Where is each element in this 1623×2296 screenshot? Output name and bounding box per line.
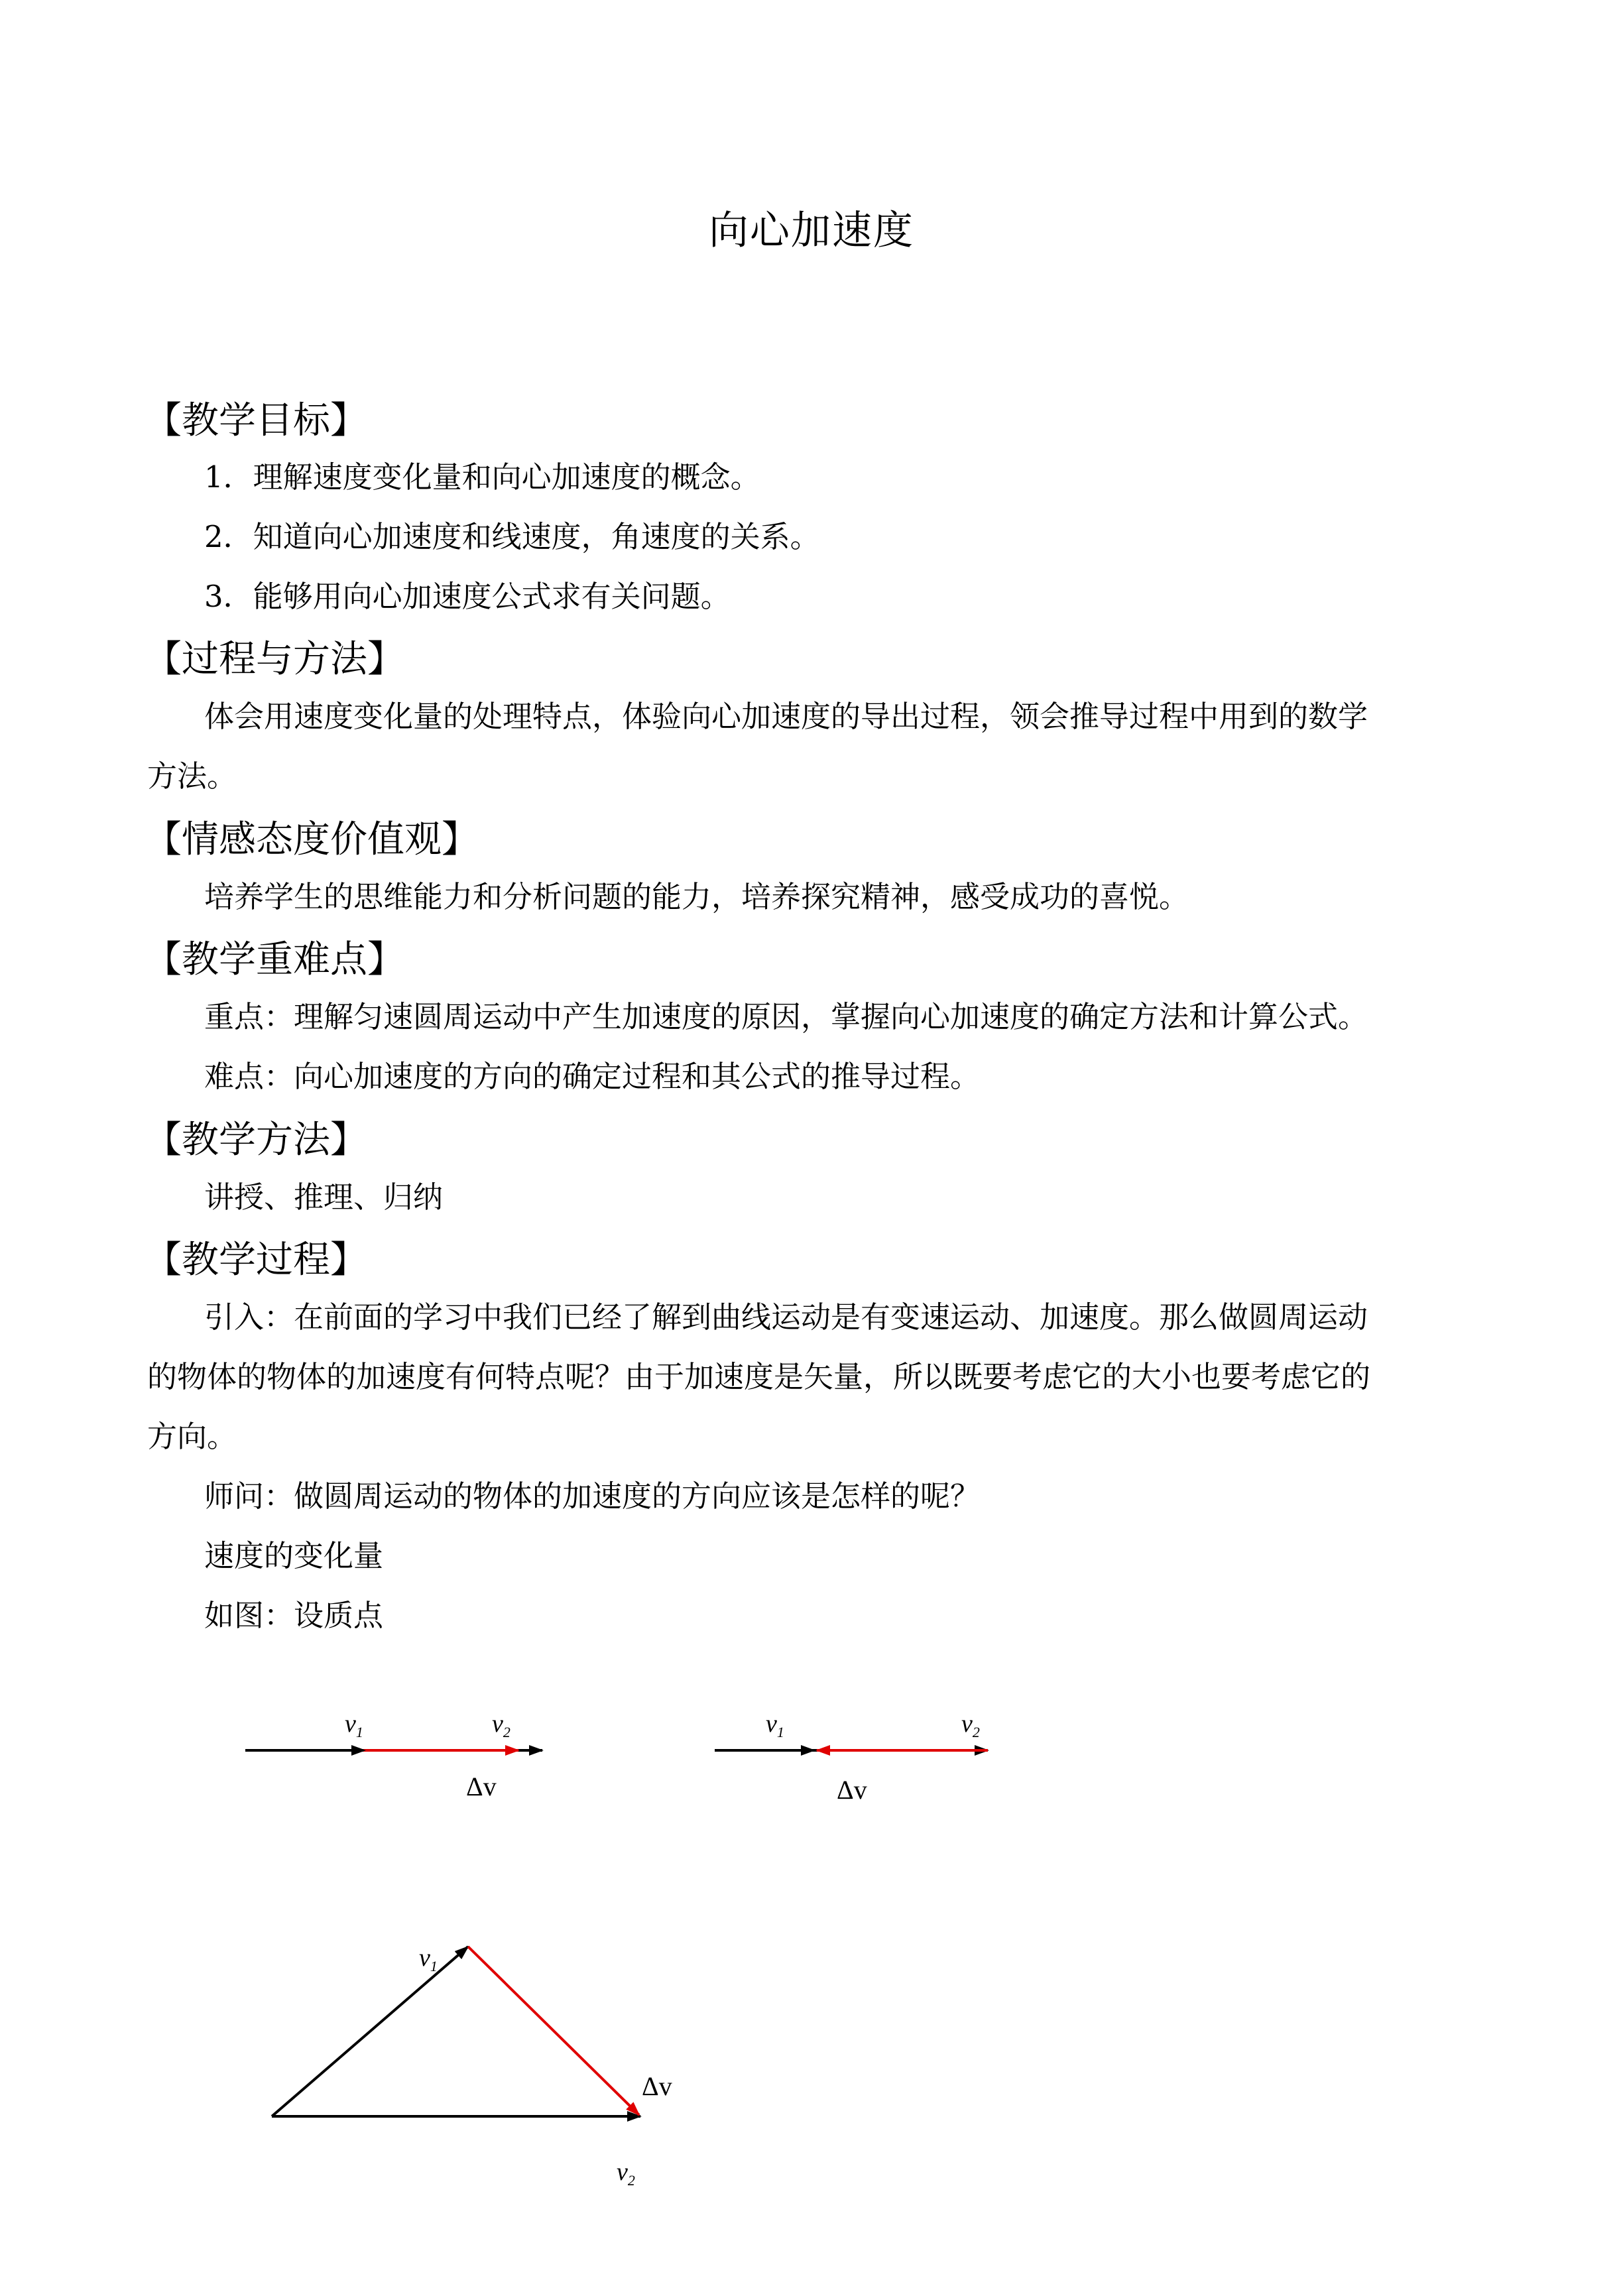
fig3-v2-label: $v_2$ bbox=[617, 2158, 635, 2189]
intro-line1: 引入：在前面的学习中我们已经了解到曲线运动是有变速运动、加速度。那么做圆周运动 bbox=[204, 1299, 1368, 1335]
intro-line2: 的物体的物体的加速度有何特点呢？由于加速度是矢量，所以既要考虑它的大小也要考虑它的 bbox=[147, 1359, 1371, 1394]
objective-item-3: 3．能够用向心加速度公式求有关问题。 bbox=[204, 579, 731, 614]
process-method-text-line1: 体会用速度变化量的处理特点，体验向心加速度的导出过程，领会推导过程中用到的数学 bbox=[204, 699, 1368, 734]
teaching-process-heading: 【教学过程】 bbox=[145, 1239, 367, 1282]
intro-line3: 方向。 bbox=[147, 1419, 237, 1454]
objective-item-2: 2．知道向心加速度和线速度，角速度的关系。 bbox=[204, 519, 820, 554]
objectives-heading: 【教学目标】 bbox=[145, 399, 367, 442]
fig3-v1-arrow bbox=[272, 1947, 468, 2116]
fig1-v2-label: $v_2$ bbox=[492, 1710, 511, 1740]
fig3-delta-label: Δv bbox=[642, 2071, 672, 2101]
fig3-group bbox=[272, 1944, 672, 2189]
fig1-v1-arrowhead bbox=[351, 1745, 366, 1756]
values-heading: 【情感态度价值观】 bbox=[145, 818, 479, 861]
page-title: 向心加速度 bbox=[709, 208, 914, 254]
methods-heading: 【教学方法】 bbox=[145, 1118, 367, 1162]
fig1-group bbox=[245, 1710, 542, 1801]
fig2-group bbox=[715, 1710, 988, 1805]
process-method-text-line2: 方法。 bbox=[147, 758, 237, 794]
velocity-change-subtitle: 速度的变化量 bbox=[204, 1538, 384, 1573]
fig2-v1-label: $v_1$ bbox=[766, 1710, 784, 1740]
key-points-heading: 【教学重难点】 bbox=[145, 938, 404, 981]
fig2-delta-label: Δv bbox=[837, 1775, 867, 1805]
process-method-heading: 【过程与方法】 bbox=[145, 638, 404, 681]
fig1-delta-label: Δv bbox=[466, 1772, 497, 1801]
values-text: 培养学生的思维能力和分析问题的能力，培养探究精神，感受成功的喜悦。 bbox=[204, 879, 1189, 914]
teacher-question: 师问：做圆周运动的物体的加速度的方向应该是怎样的呢？ bbox=[204, 1479, 981, 1514]
fig3-v1-label: $v_1$ bbox=[419, 1944, 438, 1974]
fig2-v1-arrowhead bbox=[801, 1745, 815, 1756]
objective-item-1: 1．理解速度变化量和向心加速度的概念。 bbox=[204, 459, 760, 495]
key-point-text: 重点：理解匀速圆周运动中产生加速度的原因，掌握向心加速度的确定方法和计算公式。 bbox=[204, 999, 1368, 1034]
fig3-delta-arrow bbox=[468, 1947, 639, 2115]
methods-text: 讲授、推理、归纳 bbox=[204, 1179, 444, 1215]
figure-intro-text: 如图：设质点 bbox=[204, 1598, 384, 1633]
difficult-point-text: 难点：向心加速度的方向的确定过程和其公式的推导过程。 bbox=[204, 1059, 981, 1094]
fig1-v1-label: $v_1$ bbox=[345, 1710, 363, 1740]
fig2-v2-label: $v_2$ bbox=[961, 1710, 980, 1740]
